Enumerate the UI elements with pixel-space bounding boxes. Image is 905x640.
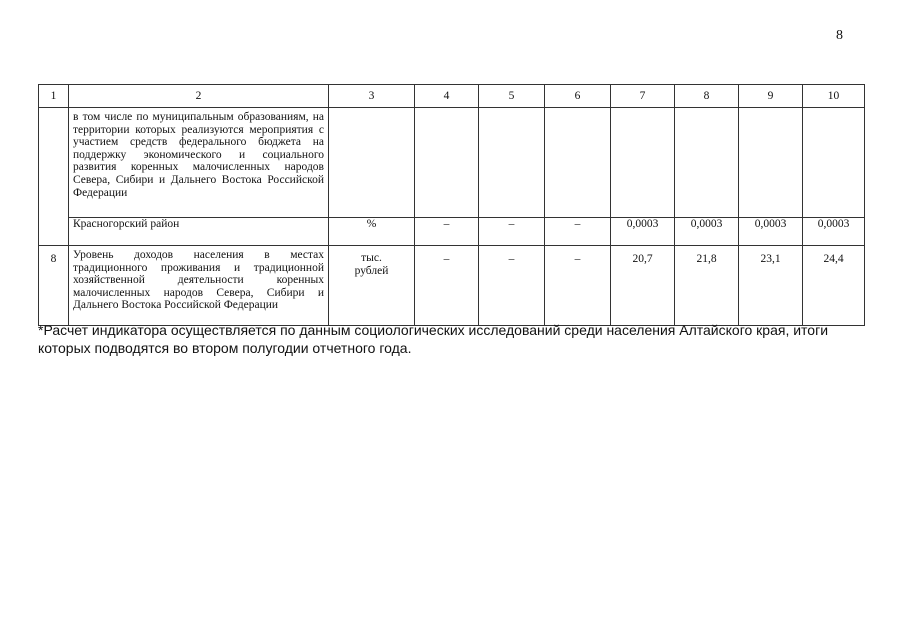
subtext-col5-cell bbox=[479, 108, 545, 218]
subtext-col10-cell bbox=[803, 108, 865, 218]
row-8-col10: 24,4 bbox=[803, 246, 865, 326]
district-col4: – bbox=[415, 218, 479, 246]
subtext-col7-cell bbox=[611, 108, 675, 218]
table-row-district bbox=[39, 218, 865, 246]
district-col8: 0,0003 bbox=[675, 218, 739, 246]
district-col10: 0,0003 bbox=[803, 218, 865, 246]
header-col-8: 8 bbox=[675, 85, 739, 108]
header-col-1: 1 bbox=[39, 85, 69, 108]
row-8-col6: – bbox=[545, 246, 611, 326]
row-8-unit-cell bbox=[329, 246, 415, 326]
header-col-2: 2 bbox=[69, 85, 329, 108]
district-col7: 0,0003 bbox=[611, 218, 675, 246]
header-col-9: 9 bbox=[739, 85, 803, 108]
subtext-description-cell bbox=[69, 108, 329, 218]
district-unit: % bbox=[329, 218, 415, 246]
subtext-unit-cell bbox=[329, 108, 415, 218]
row-8-col9: 23,1 bbox=[739, 246, 803, 326]
header-col-3: 3 bbox=[329, 85, 415, 108]
table-header-row bbox=[39, 85, 865, 108]
district-col9: 0,0003 bbox=[739, 218, 803, 246]
district-col5: – bbox=[479, 218, 545, 246]
subtext-col4-cell bbox=[415, 108, 479, 218]
indicator-table bbox=[38, 84, 865, 326]
district-name-cell bbox=[69, 218, 329, 246]
row-8-number: 8 bbox=[39, 246, 69, 326]
row-8-unit-line2: рублей bbox=[354, 264, 389, 277]
row-8-description: Уровень доходов населения в местах традиционного проживания и традиционной хозяйственной деятельности коренных малочисленных народов Севера, Сибири и Дальнего Востока Российской Федерации bbox=[73, 249, 324, 312]
row-8-col7: 20,7 bbox=[611, 246, 675, 326]
subtext-col9-cell bbox=[739, 108, 803, 218]
table-row-subtext bbox=[39, 108, 865, 218]
header-col-10: 10 bbox=[803, 85, 865, 108]
subtext-description: в том числе по муниципальным образованиям, на территории которых реализуются мероприятия с участием средств федерального бюджета на поддержку экономического и социального развития коренных малочисленных народов Севера, Сибири и Дальнего Востока Российской Федерации bbox=[73, 111, 324, 199]
subtext-col6-cell bbox=[545, 108, 611, 218]
district-name: Красногорский район bbox=[73, 218, 180, 230]
header-col-4: 4 bbox=[415, 85, 479, 108]
header-col-6: 6 bbox=[545, 85, 611, 108]
row-8-col5: – bbox=[479, 246, 545, 326]
subtext-col8-cell bbox=[675, 108, 739, 218]
row-number-cell-empty bbox=[39, 108, 69, 246]
row-8-col8: 21,8 bbox=[675, 246, 739, 326]
header-col-5: 5 bbox=[479, 85, 545, 108]
row-8-description-cell bbox=[69, 246, 329, 326]
header-col-7: 7 bbox=[611, 85, 675, 108]
table-row-8 bbox=[39, 246, 865, 326]
district-col6: – bbox=[545, 218, 611, 246]
page-number: 8 bbox=[836, 28, 843, 43]
row-8-unit-line1: тыс. bbox=[361, 252, 382, 264]
row-8-col4: – bbox=[415, 246, 479, 326]
footnote: *Расчет индикатора осуществляется по данным социологических исследований среди населения Алтайского края, итоги которых подводятся во втором полугодии отчетного года. bbox=[38, 322, 829, 356]
